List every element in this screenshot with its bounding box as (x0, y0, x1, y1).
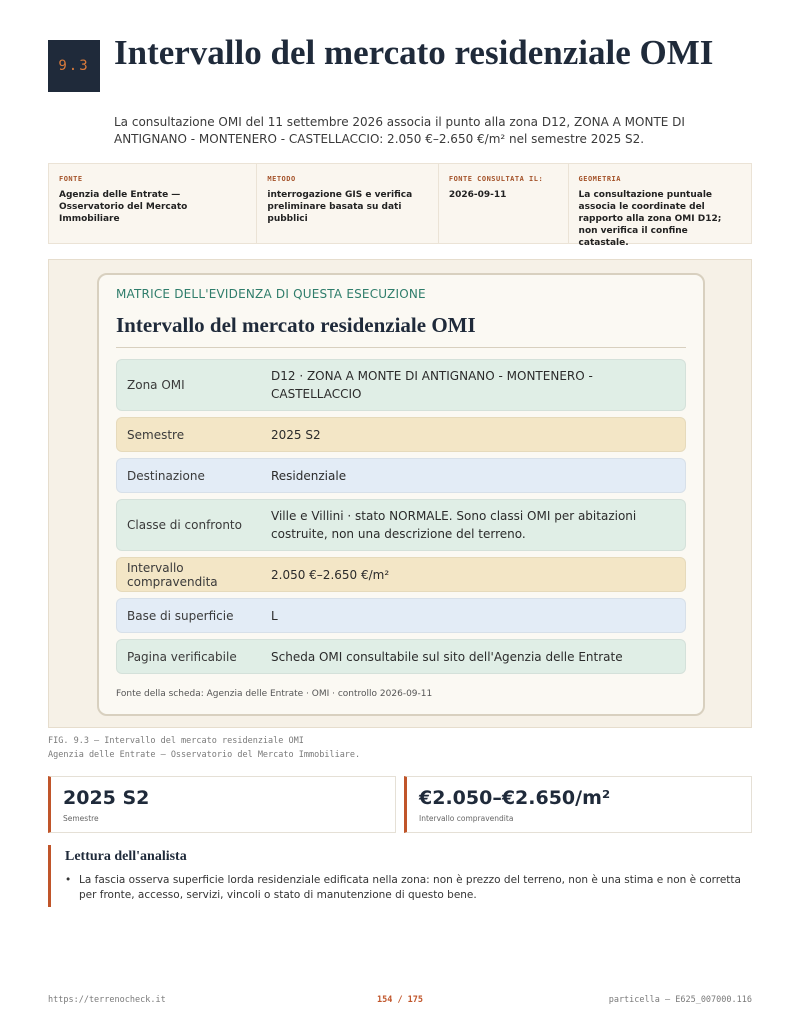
row-key: Pagina verificabile (127, 649, 237, 664)
caption-line: FIG. 9.3 — Intervallo del mercato residenziale OMI (48, 736, 304, 746)
list-item (65, 873, 745, 903)
meta-label: FONTE (59, 175, 83, 183)
card-source-note: Fonte della scheda: Agenzia delle Entrate · OMI · controllo 2026-09-11 (116, 689, 433, 699)
evidence-row-zona (116, 359, 686, 411)
page-number: 154 / 175 (376, 995, 424, 1005)
row-key: Destinazione (127, 468, 205, 483)
footer-url-link[interactable]: https://terrenocheck.it (48, 995, 166, 1005)
bullet-icon: • (65, 874, 72, 886)
row-value: 2.050 €–2.650 €/m² (271, 567, 390, 582)
evidence-row-intervallo (116, 557, 686, 592)
section-number-badge: 9.3 (48, 40, 100, 92)
lede-paragraph: La consultazione OMI del 11 settembre 2026 associa il punto alla zona D12, ZONA A MONTE DI ANTIGNANO - MONTENERO - CASTELLACCIO: 2.050 €–2.650 €/m² nel semestre 2025 S2. (114, 115, 685, 146)
evidence-row-semestre (116, 417, 686, 452)
row-value: Scheda OMI consultabile sul sito dell'Agenzia delle Entrate (271, 649, 623, 664)
row-key: Classe di confronto (127, 518, 242, 532)
evidence-card (97, 273, 705, 716)
meta-value: interrogazione GIS e verifica preliminare basata su dati pubblici (267, 190, 413, 224)
caption-line: Agenzia delle Entrate — Osservatorio del Mercato Immobiliare. (48, 750, 361, 760)
list-item-text: La fascia osserva superficie lorda residenziale edificata nella zona: non è prezzo del terreno, non è una stima e non è corretta per fronte, accesso, servizi, vincoli o stato di manutenzione di questo bene. (79, 874, 741, 901)
footer-reference: particella — E625_007000.116 (608, 995, 752, 1005)
row-key: Semestre (127, 427, 185, 442)
page-title: Intervallo del mercato residenziale OMI (114, 33, 714, 72)
meta-consulted-date (439, 164, 569, 243)
meta-label: FONTE CONSULTATA IL: (448, 175, 544, 183)
row-value: 2025 S2 (271, 427, 321, 442)
row-key: Base di superficie (127, 608, 234, 623)
row-value: Ville e Villini · stato NORMALE. Sono classi OMI per abitazioni costruite, non una descrizione del terreno. (271, 509, 637, 541)
analyst-title: Lettura dell'analista (65, 849, 187, 864)
evidence-row-destinazione (116, 458, 686, 493)
meta-value: Agenzia delle Entrate — Osservatorio del Mercato Immobiliare (59, 190, 188, 224)
row-value: Residenziale (271, 468, 347, 483)
stat-value: €2.050–€2.650/m² (419, 787, 611, 809)
figure-frame (48, 259, 752, 728)
meta-label: GEOMETRIA (578, 175, 621, 183)
row-value: D12 · ZONA A MONTE DI ANTIGNANO - MONTENERO - CASTELLACCIO (271, 369, 593, 401)
stat-label: Intervallo compravendita (419, 814, 514, 823)
meta-source (49, 164, 257, 243)
stat-card-intervallo (404, 776, 752, 833)
page-footer (48, 995, 752, 1009)
stat-card-semestre (48, 776, 396, 833)
evidence-row-classe (116, 499, 686, 551)
meta-method (257, 164, 438, 243)
row-key: Zona OMI (127, 378, 185, 392)
analyst-note (48, 845, 752, 907)
evidence-row-pagina (116, 639, 686, 674)
meta-value: 2026-09-11 (448, 190, 507, 200)
stat-value: 2025 S2 (63, 787, 150, 809)
meta-value: La consultazione puntuale associa le coordinate del rapporto alla zona OMI D12; non verifica il confine catastale. (578, 190, 722, 248)
evidence-row-superficie (116, 598, 686, 633)
metadata-panel (48, 163, 752, 248)
stat-label: Semestre (63, 814, 99, 823)
meta-geometry (569, 164, 751, 248)
row-key: Intervallo compravendita (127, 560, 218, 589)
divider (116, 347, 686, 348)
analyst-list (65, 873, 745, 903)
meta-label: METODO (267, 175, 296, 183)
card-title: Intervallo del mercato residenziale OMI (116, 313, 476, 337)
card-kicker: MATRICE DELL'EVIDENZA DI QUESTA ESECUZIONE (116, 287, 426, 301)
row-value: L (271, 608, 278, 623)
figure-caption (48, 734, 360, 762)
